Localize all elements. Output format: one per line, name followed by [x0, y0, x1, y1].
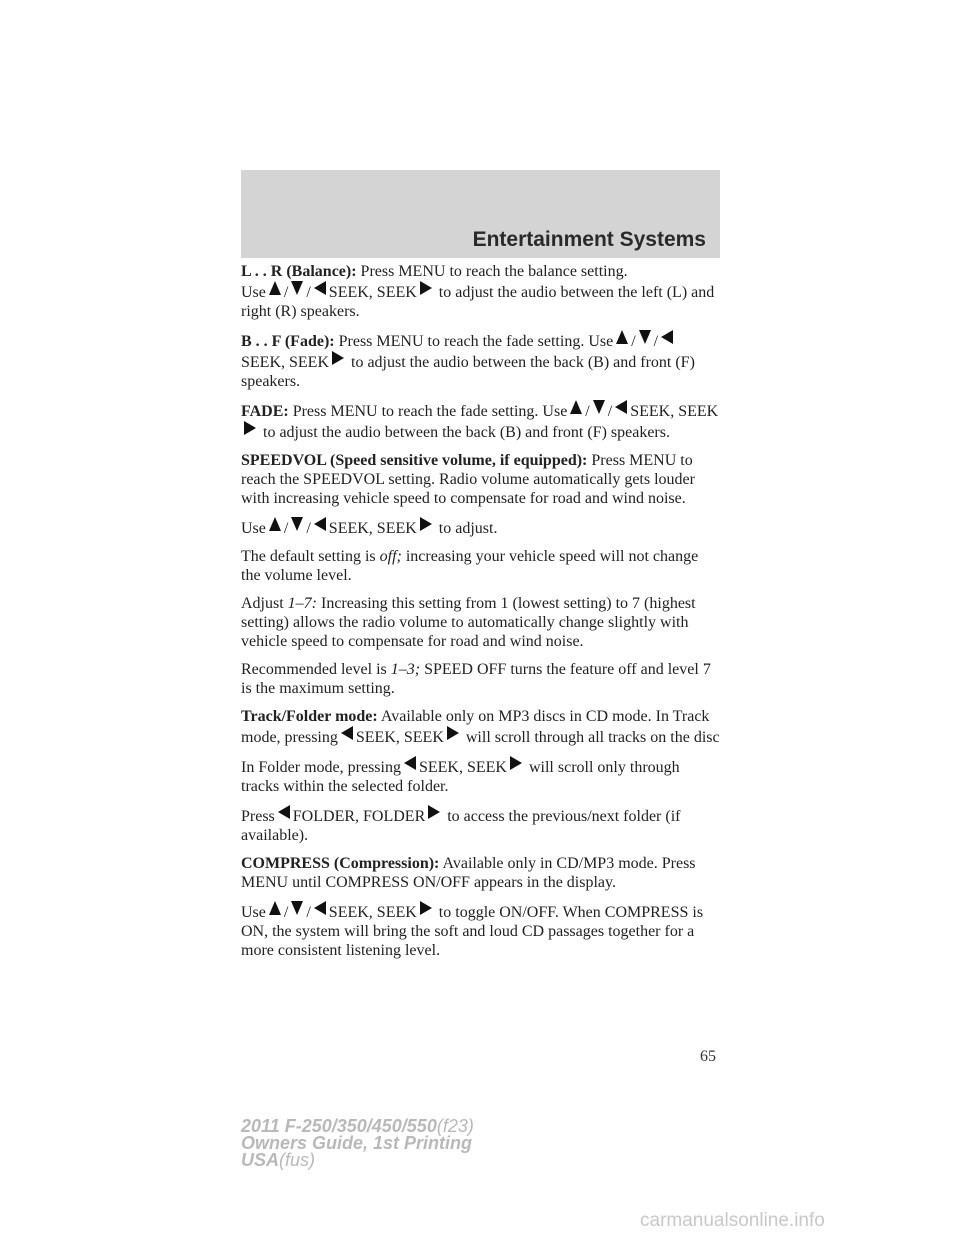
fade-paragraph: FADE: Press MENU to reach the fade setting. Use / / SEEK, SEEK to adjust the audio between the back (B) and front (F) speakers.	[241, 400, 721, 442]
right-arrow-icon	[420, 901, 432, 915]
right-arrow-icon	[332, 351, 344, 365]
page-number: 65	[700, 1048, 716, 1065]
section-header	[241, 170, 720, 258]
watermark: carmanualsonline.info	[640, 1210, 825, 1231]
balance-label: L . . R (Balance):	[241, 263, 357, 280]
speedvol-label: SPEEDVOL (Speed sensitive volume, if equipped):	[241, 452, 588, 469]
right-arrow-icon	[447, 726, 459, 740]
press-folder-paragraph: Press FOLDER, FOLDER to access the previous/next folder (if available).	[241, 805, 721, 845]
right-arrow-icon	[510, 756, 522, 770]
fade-bf-paragraph: B . . F (Fade): Press MENU to reach the fade setting. Use / / SEEK, SEEK to adjust the audio between the back (B) and front (F) speakers.	[241, 330, 721, 391]
compress-use-paragraph: Use / / SEEK, SEEK to toggle ON/OFF. When COMPRESS is ON, the system will bring the soft and loud CD passages together for a more consistent listening level.	[241, 901, 721, 960]
right-arrow-icon	[420, 517, 432, 531]
left-arrow-icon	[314, 517, 326, 531]
compress-label: COMPRESS (Compression):	[241, 855, 440, 872]
up-arrow-icon	[570, 400, 582, 414]
left-arrow-icon	[314, 281, 326, 295]
right-arrow-icon	[428, 805, 440, 819]
manual-content	[241, 262, 721, 969]
down-arrow-icon	[291, 281, 303, 295]
left-arrow-icon	[615, 400, 627, 414]
recommended-paragraph: Recommended level is 1–3; SPEED OFF turns the feature off and level 7 is the maximum setting.	[241, 661, 711, 697]
balance-paragraph: L . . R (Balance): Press MENU to reach the balance setting. Use / / SEEK, SEEK to adjust the audio between the left (L) and right (R) speakers.	[241, 263, 715, 320]
track-label: Track/Folder mode:	[241, 708, 378, 725]
down-arrow-icon	[639, 330, 651, 344]
speedvol-paragraph: SPEEDVOL (Speed sensitive volume, if equipped): Press MENU to reach the SPEEDVOL setting. Radio volume automatically gets louder with increasing vehicle speed to compensate for road and wind noise.	[241, 452, 695, 507]
adjust-paragraph: Adjust 1–7: Increasing this setting from 1 (lowest setting) to 7 (highest setting) allows the radio volume to automatically change slightly with vehicle speed to compensate for road and wind noise.	[241, 595, 696, 650]
fade-label: FADE:	[241, 403, 289, 420]
folder-paragraph: In Folder mode, pressing SEEK, SEEK will scroll only through tracks within the selected folder.	[241, 756, 721, 796]
left-arrow-icon	[661, 330, 673, 344]
down-arrow-icon	[291, 517, 303, 531]
left-arrow-icon	[404, 756, 416, 770]
left-arrow-icon	[314, 901, 326, 915]
up-arrow-icon	[269, 517, 281, 531]
up-arrow-icon	[616, 330, 628, 344]
left-arrow-icon	[278, 805, 290, 819]
up-arrow-icon	[269, 281, 281, 295]
fade-bf-label: B . . F (Fade):	[241, 333, 335, 350]
down-arrow-icon	[291, 901, 303, 915]
print-footer: 2011 F-250/350/450/550(f23) Owners Guide, 1st Printing USA(fus)	[241, 1116, 474, 1170]
right-arrow-icon	[244, 421, 256, 435]
compress-paragraph: COMPRESS (Compression): Available only in CD/MP3 mode. Press MENU until COMPRESS ON/OFF appears in the display.	[241, 855, 696, 891]
down-arrow-icon	[593, 400, 605, 414]
up-arrow-icon	[269, 901, 281, 915]
default-paragraph: The default setting is off; increasing your vehicle speed will not change the volume level.	[241, 548, 699, 584]
speedvol-use-paragraph: Use / / SEEK, SEEK to adjust.	[241, 517, 721, 538]
left-arrow-icon	[341, 726, 353, 740]
track-paragraph: Track/Folder mode: Available only on MP3 discs in CD mode. In Track mode, pressing SEEK, SEEK will scroll through all tracks on the disc	[241, 708, 720, 746]
right-arrow-icon	[420, 281, 432, 295]
section-title: Entertainment Systems	[472, 228, 706, 251]
